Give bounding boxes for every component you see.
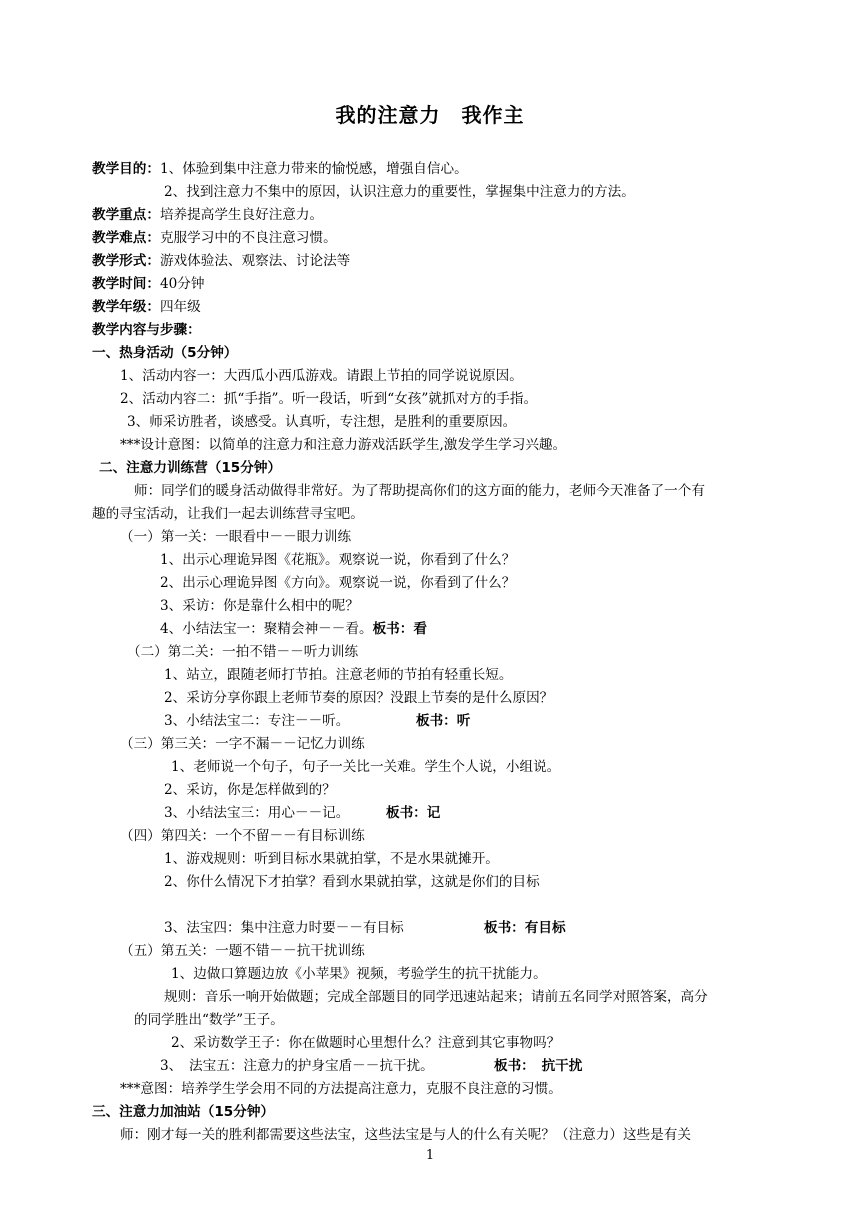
level5-line-1: 1、边做口算题边放《小苹果》视频，考验学生的抗干扰能力。 — [171, 966, 547, 982]
objectives-item-1: 1、体验到集中注意力带来的愉悦感，增强自信心。 — [159, 161, 468, 177]
level4-line-3: 3、法宝四：集中注意力时要－－有目标 — [164, 920, 404, 936]
section2-intro-1: 师：同学们的暖身活动做得非常好。为了帮助提高你们的这方面的能力，老师今天准备了一个有 — [134, 483, 705, 499]
form-label: 教学形式： — [92, 253, 160, 269]
level3-line-3: 3、小结法宝三：用心－－记。 — [164, 805, 350, 821]
difficulty-line — [92, 228, 337, 248]
section1-line-3: 3、师采访胜者，谈感受。认真听，专注想，是胜利的重要原因。 — [127, 414, 517, 430]
section1-intent: ***设计意图：以简单的注意力和注意力游戏活跃学生,激发学生学习兴趣。 — [120, 437, 567, 453]
duration-line — [92, 274, 204, 294]
level2-heading: （二）第二关：一拍不错－－听力训练 — [127, 644, 359, 660]
form-text: 游戏体验法、观察法、讨论法等 — [159, 253, 351, 269]
section1-line-2: 2、活动内容二：抓“手指”。听一段话，听到“女孩”就抓对方的手指。 — [120, 391, 538, 407]
level2-line-1: 1、站立，跟随老师打节拍。注意老师的节拍有轻重长短。 — [164, 667, 513, 683]
duration-label: 教学时间： — [92, 276, 160, 292]
level3-board: 板书：记 — [386, 805, 441, 821]
duration-text: 40分钟 — [159, 276, 205, 292]
level5-heading: （五）第五关：一题不错－－抗干扰训练 — [120, 943, 365, 959]
grade-text: 四年级 — [159, 299, 201, 315]
level1-line-3: 3、采访：你是靠什么相中的呢？ — [160, 598, 359, 614]
level4-board: 板书：有目标 — [484, 920, 566, 936]
key-point-line — [92, 205, 323, 225]
level4-line-1: 1、游戏规则：听到目标水果就拍掌，不是水果就摊开。 — [164, 851, 499, 867]
section3-line-1: 师：刚才每一关的胜利都需要这些法宝，这些法宝是与人的什么有关呢？（注意力）这些是有关 — [120, 1127, 691, 1143]
level5-line-2: 2、采访数学王子：你在做题时心里想什么？注意到其它事物吗？ — [171, 1035, 561, 1051]
level1-summary: 4、小结法宝一：聚精会神－－看。 — [160, 621, 373, 637]
level5-rule-2: 的同学胜出“数学”王子。 — [134, 1012, 284, 1028]
level2-line-3: 3、小结法宝二：专注－－听。 — [164, 713, 350, 729]
objectives-line-1 — [92, 159, 468, 179]
objectives-item-2: 2、找到注意力不集中的原因，认识注意力的重要性，掌握集中注意力的方法。 — [164, 184, 635, 200]
form-line — [92, 251, 350, 271]
grade-line — [92, 297, 201, 317]
level2-board: 板书：听 — [416, 713, 471, 729]
level1-line-2: 2、出示心理诡异图《方向》。观察说一说，你看到了什么？ — [160, 575, 516, 591]
level5-line-3: 3、 法宝五：注意力的护身宝盾－－抗干扰。 — [160, 1058, 434, 1074]
difficulty-text: 克服学习中的不良注意习惯。 — [159, 230, 337, 246]
level1-line-1: 1、出示心理诡异图《花瓶》。观察说一说，你看到了什么？ — [160, 552, 516, 568]
level3-line-2: 2、采访，你是怎样做到的？ — [164, 782, 336, 798]
key-point-label: 教学重点： — [92, 207, 160, 223]
level3-heading: （三）第三关：一字不漏－－记忆力训练 — [120, 736, 365, 752]
key-point-text: 培养提高学生良好注意力。 — [159, 207, 324, 223]
level4-line-2: 2、你什么情况下才拍掌？看到水果就拍掌，这就是你们的目标 — [164, 874, 540, 890]
section1-line-1: 1、活动内容一：大西瓜小西瓜游戏。请跟上节拍的同学说说原因。 — [120, 368, 523, 384]
section2-intent: ***意图：培养学生学会用不同的方法提高注意力，克服不良注意的习惯。 — [120, 1081, 562, 1097]
content-heading: 教学内容与步骤： — [92, 322, 201, 338]
section1-heading: 一、热身活动（5分钟） — [92, 345, 238, 361]
level4-heading: （四）第四关：一个不留－－有目标训练 — [120, 828, 365, 844]
difficulty-label: 教学难点： — [92, 230, 160, 246]
section2-intro-2: 趣的寻宝活动，让我们一起去训练营寻宝吧。 — [92, 506, 364, 522]
objectives-label: 教学目的： — [92, 161, 160, 177]
section3-heading: 三、注意力加油站（15分钟） — [92, 1104, 275, 1120]
level3-line-1: 1、老师说一个句子，句子一关比一关难。学生个人说，小组说。 — [171, 759, 561, 775]
level5-rule-1: 规则：音乐一响开始做题；完成全部题目的同学迅速站起来；请前五名同学对照答案，高分 — [164, 989, 708, 1005]
page-title: 我的注意力 我作主 — [335, 103, 525, 127]
level1-heading: （一）第一关：一眼看中－－眼力训练 — [120, 529, 352, 545]
level1-board: 板书：看 — [372, 621, 427, 637]
grade-label: 教学年级： — [92, 299, 160, 315]
level1-line-4 — [160, 619, 427, 639]
page-number: 1 — [425, 1148, 435, 1163]
level5-board: 板书： 抗干扰 — [494, 1058, 583, 1074]
level2-line-2: 2、采访分享你跟上老师节奏的原因？没跟上节奏的是什么原因？ — [164, 690, 554, 706]
section2-heading: 二、注意力训练营（15分钟） — [99, 460, 282, 476]
